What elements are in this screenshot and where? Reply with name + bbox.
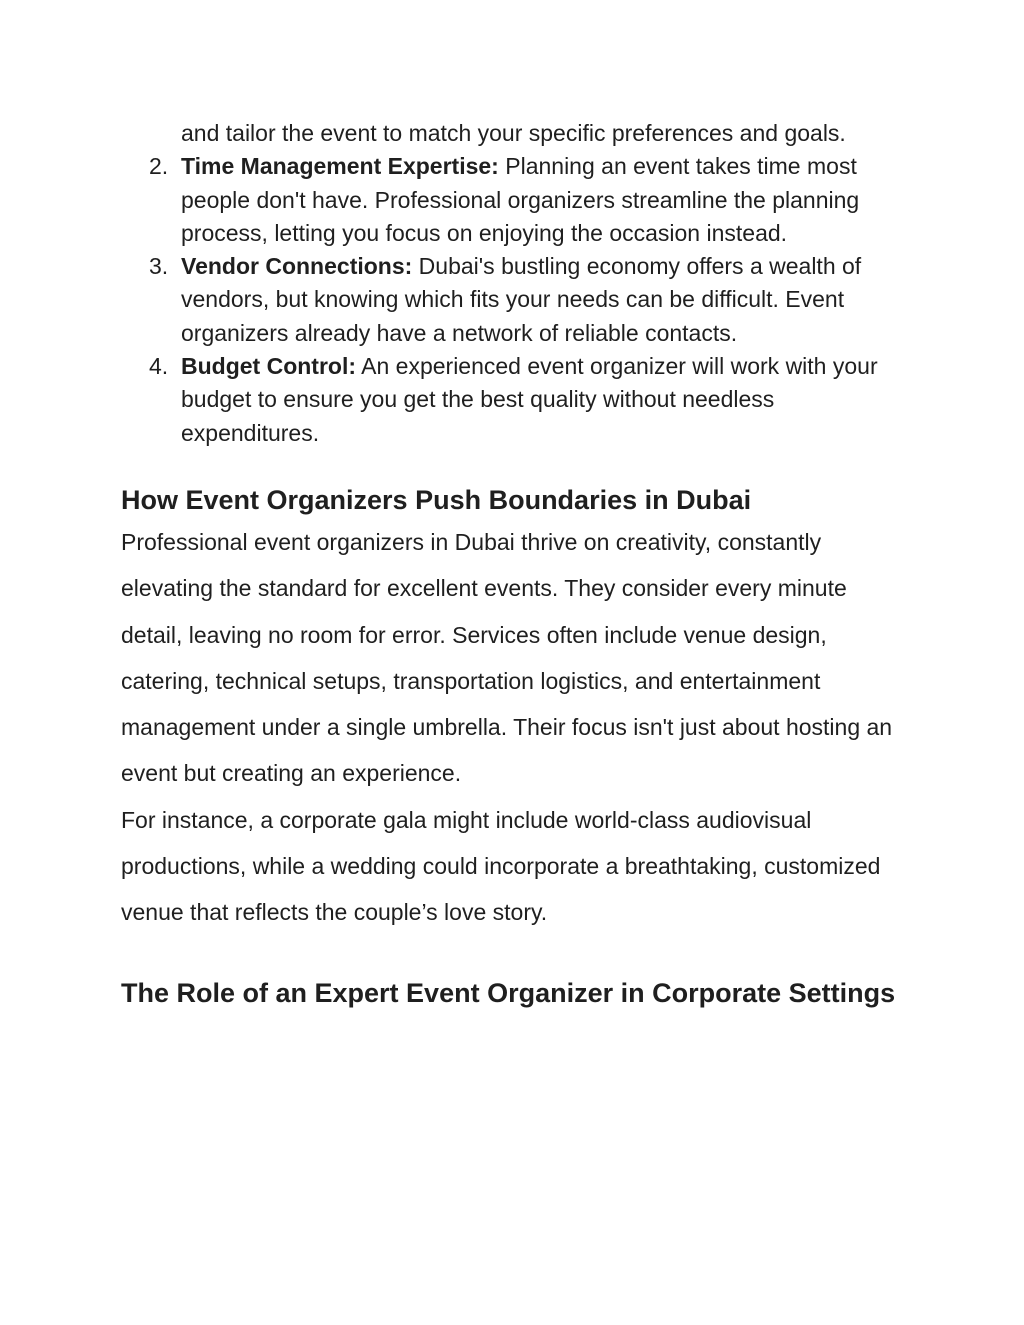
list-item-text: Planning an event takes time most people don't have. Professional organizers streamline the planning process, letting you focus on enjoying the occasion instead. [181, 153, 860, 246]
list-item-term: Vendor Connections: [181, 253, 413, 280]
list-item [121, 150, 901, 250]
benefits-list [121, 117, 901, 450]
list-item-text: Dubai's bustling economy offers a wealth of vendors, but knowing which fits your needs can be difficult. Event organizers already have a network of reliable contacts. [181, 253, 862, 346]
body-paragraph: Professional event organizers in Dubai thrive on creativity, constantly elevating the standard for excellent events. They consider every minute detail, leaving no room for error. Services often include venue design, catering, technical setups, transportation logistics, and entertainment management under a single umbrella. Their focus isn't just about hosting an event but creating an experience. [121, 528, 893, 787]
list-item-number: 4. [149, 353, 169, 380]
list-item-number: 2. [149, 153, 169, 180]
list-item-text: An experienced event organizer will work with your budget to ensure you get the best quality without needless expenditures. [181, 353, 878, 446]
section-heading: How Event Organizers Push Boundaries in Dubai [121, 484, 752, 515]
list-item-term: Time Management Expertise: [181, 153, 499, 180]
list-item [121, 250, 901, 350]
list-item [121, 350, 901, 450]
body-paragraph: For instance, a corporate gala might include world-class audiovisual productions, while a wedding could incorporate a breathtaking, customized venue that reflects the couple’s love story. [121, 806, 881, 926]
list-item-continuation [121, 117, 901, 150]
list-item-term: Budget Control: [181, 353, 357, 380]
document-page [121, 117, 901, 1012]
list-item-number: 3. [149, 253, 169, 280]
section-heading: The Role of an Expert Event Organizer in Corporate Settings [121, 977, 896, 1008]
list-item-text: and tailor the event to match your specific preferences and goals. [181, 120, 846, 146]
